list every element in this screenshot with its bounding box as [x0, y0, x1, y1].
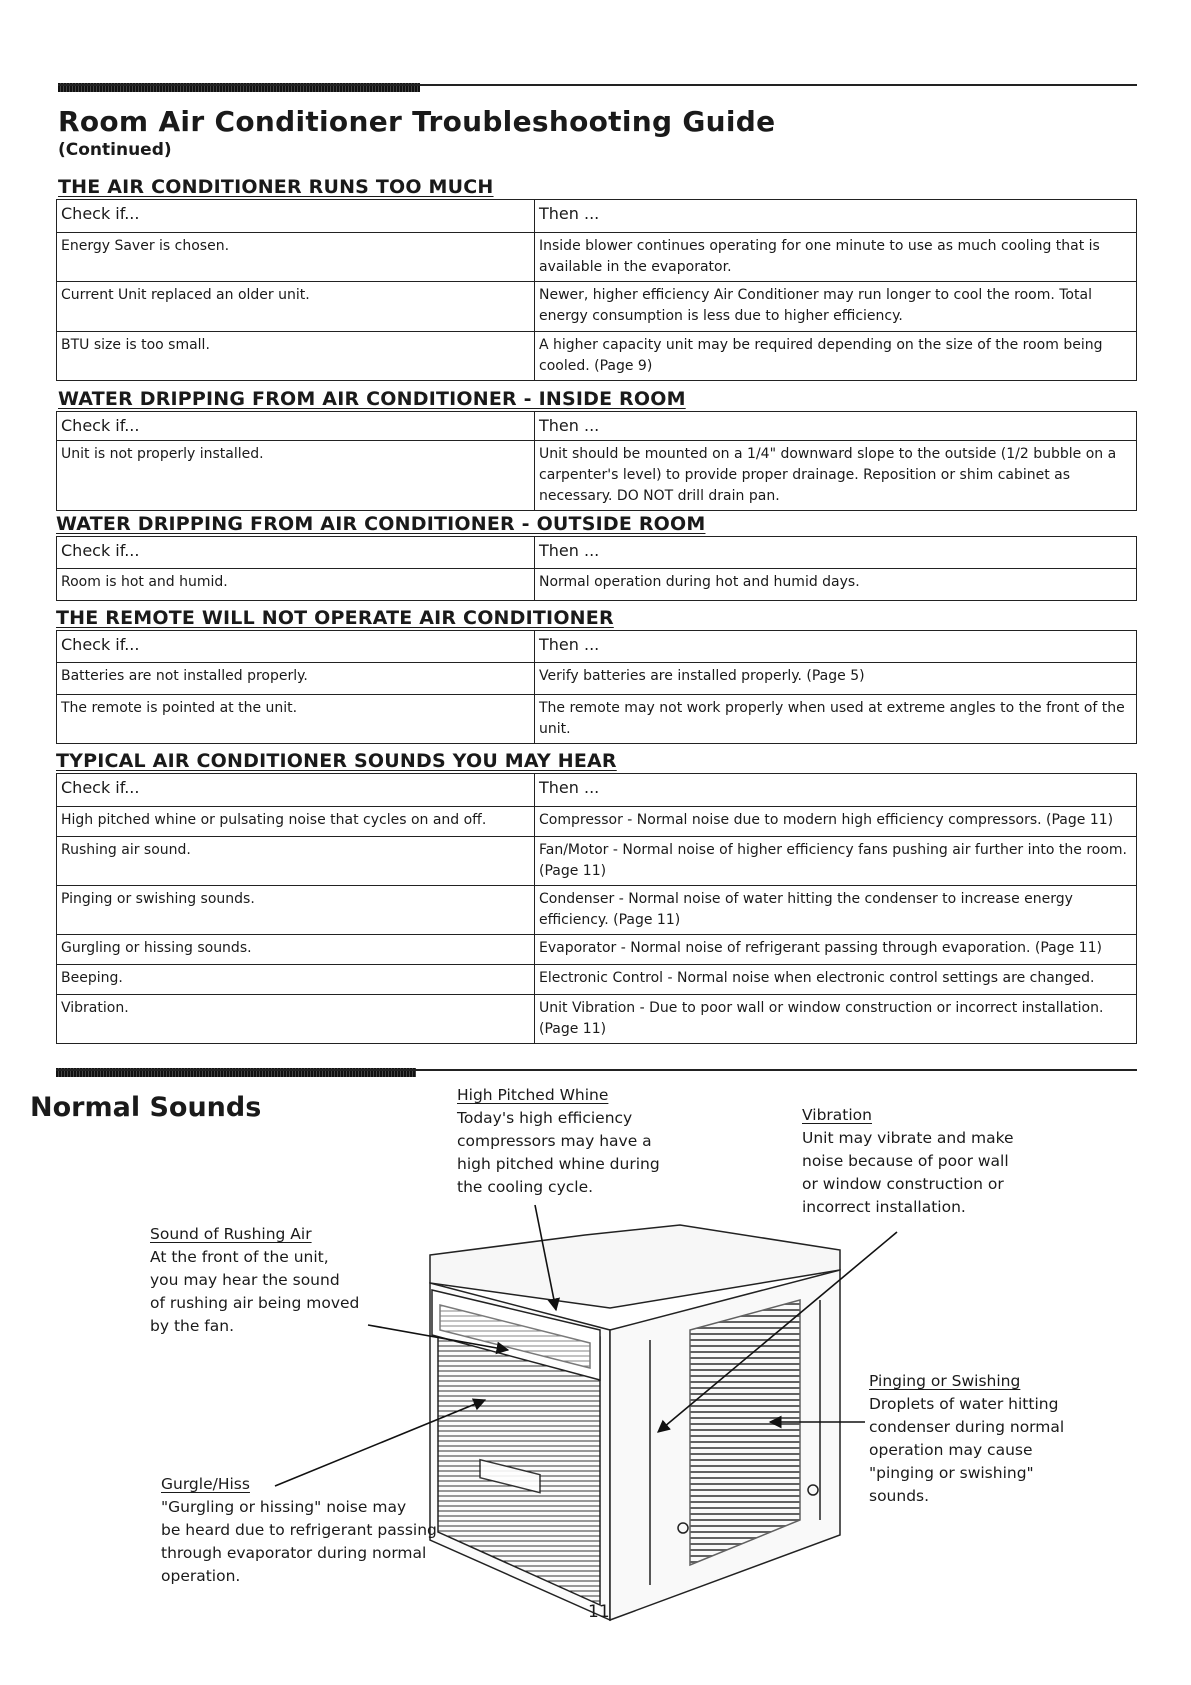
section-heading: WATER DRIPPING FROM AIR CONDITIONER - OUTSIDE ROOM [56, 513, 706, 535]
callout-text: condenser during normal [869, 1418, 1065, 1436]
normal-sounds-title: Normal Sounds [30, 1092, 262, 1123]
page-title: Room Air Conditioner Troubleshooting Guide [58, 105, 776, 138]
callout-text: Droplets of water hitting [869, 1395, 1059, 1413]
callout-text: operation may cause [869, 1441, 1033, 1459]
table-cell: Normal operation during hot and humid days. [535, 569, 1137, 601]
table-cell: Newer, higher efficiency Air Conditioner may run longer to cool the room. Total energy consumption is less due to higher efficiency. [535, 282, 1137, 332]
section-heading: TYPICAL AIR CONDITIONER SOUNDS YOU MAY HEAR [56, 750, 617, 772]
column-header: Check if... [57, 631, 535, 663]
callout-text: by the fan. [150, 1317, 235, 1335]
callout-rushing-air [150, 1223, 359, 1338]
callout-text: be heard due to refrigerant passing [161, 1521, 437, 1539]
table-cell: Gurgling or hissing sounds. [57, 935, 535, 965]
callout-heading: Vibration [802, 1106, 872, 1124]
table-cell: A higher capacity unit may be required depending on the size of the room being cooled. (Page 9) [535, 332, 1137, 381]
page-number: 11 [588, 1602, 610, 1622]
callout-heading: Pinging or Swishing [869, 1372, 1021, 1390]
callout-heading: High Pitched Whine [457, 1086, 609, 1104]
callout-text: incorrect installation. [802, 1198, 966, 1216]
callout-text: high pitched whine during [457, 1155, 660, 1173]
callout-text: noise because of poor wall [802, 1152, 1009, 1170]
table-cell: Room is hot and humid. [57, 569, 535, 601]
callout-pinging [869, 1370, 1064, 1508]
callout-gurgle-hiss [161, 1473, 437, 1588]
table-cell: Rushing air sound. [57, 837, 535, 886]
column-header: Then ... [535, 412, 1137, 441]
table-cell: Compressor - Normal noise due to modern high efficiency compressors. (Page 11) [535, 807, 1137, 837]
callout-text: compressors may have a [457, 1132, 652, 1150]
table-cell: Beeping. [57, 965, 535, 995]
table-cell: Electronic Control - Normal noise when electronic control settings are changed. [535, 965, 1137, 995]
column-header: Then ... [535, 200, 1137, 233]
callout-text: you may hear the sound [150, 1271, 340, 1289]
callout-text: sounds. [869, 1487, 930, 1505]
column-header: Then ... [535, 631, 1137, 663]
column-header: Check if... [57, 537, 535, 569]
callout-heading: Gurgle/Hiss [161, 1475, 250, 1493]
table-cell: Verify batteries are installed properly. (Page 5) [535, 663, 1137, 695]
table-cell: Unit is not properly installed. [57, 441, 535, 511]
table-cell: Energy Saver is chosen. [57, 233, 535, 282]
table-cell: Evaporator - Normal noise of refrigerant passing through evaporation. (Page 11) [535, 935, 1137, 965]
callout-text: At the front of the unit, [150, 1248, 329, 1266]
page-subtitle: (Continued) [58, 140, 172, 160]
section-heading: THE AIR CONDITIONER RUNS TOO MUCH [58, 176, 494, 198]
callout-text: "pinging or swishing" [869, 1464, 1034, 1482]
column-header: Check if... [57, 412, 535, 441]
table-cell: Batteries are not installed properly. [57, 663, 535, 695]
table-cell: High pitched whine or pulsating noise that cycles on and off. [57, 807, 535, 837]
table-cell: Vibration. [57, 995, 535, 1044]
callout-text: of rushing air being moved [150, 1294, 360, 1312]
callout-high-pitched-whine [457, 1084, 660, 1199]
column-header: Check if... [57, 774, 535, 807]
table-cell: Pinging or swishing sounds. [57, 886, 535, 935]
table-cell: Inside blower continues operating for one minute to use as much cooling that is available in the evaporator. [535, 233, 1137, 282]
column-header: Then ... [535, 774, 1137, 807]
callout-text: Today's high efficiency [457, 1109, 633, 1127]
section-heading: WATER DRIPPING FROM AIR CONDITIONER - INSIDE ROOM [58, 388, 686, 410]
table-cell: Unit should be mounted on a 1/4" downward slope to the outside (1/2 bubble on a carpenter's level) to provide proper drainage. Reposition or shim cabinet as necessary. DO NOT drill drain pan. [535, 441, 1137, 511]
callout-text: "Gurgling or hissing" noise may [161, 1498, 407, 1516]
callout-text: through evaporator during normal [161, 1544, 427, 1562]
column-header: Then ... [535, 537, 1137, 569]
callout-text: operation. [161, 1567, 241, 1585]
callout-vibration [802, 1104, 1014, 1219]
callout-text: Unit may vibrate and make [802, 1129, 1014, 1147]
callout-text: the cooling cycle. [457, 1178, 594, 1196]
callout-heading: Sound of Rushing Air [150, 1225, 312, 1243]
table-cell: Condenser - Normal noise of water hitting the condenser to increase energy efficiency. (Page 11) [535, 886, 1137, 935]
table-cell: Fan/Motor - Normal noise of higher efficiency fans pushing air further into the room. (Page 11) [535, 837, 1137, 886]
column-header: Check if... [57, 200, 535, 233]
table-cell: The remote may not work properly when used at extreme angles to the front of the unit. [535, 695, 1137, 744]
table-cell: Current Unit replaced an older unit. [57, 282, 535, 332]
table-cell: BTU size is too small. [57, 332, 535, 381]
table-cell: Unit Vibration - Due to poor wall or window construction or incorrect installation. (Page 11) [535, 995, 1137, 1044]
table-cell: The remote is pointed at the unit. [57, 695, 535, 744]
callout-text: or window construction or [802, 1175, 1004, 1193]
section-heading: THE REMOTE WILL NOT OPERATE AIR CONDITIONER [56, 607, 614, 629]
